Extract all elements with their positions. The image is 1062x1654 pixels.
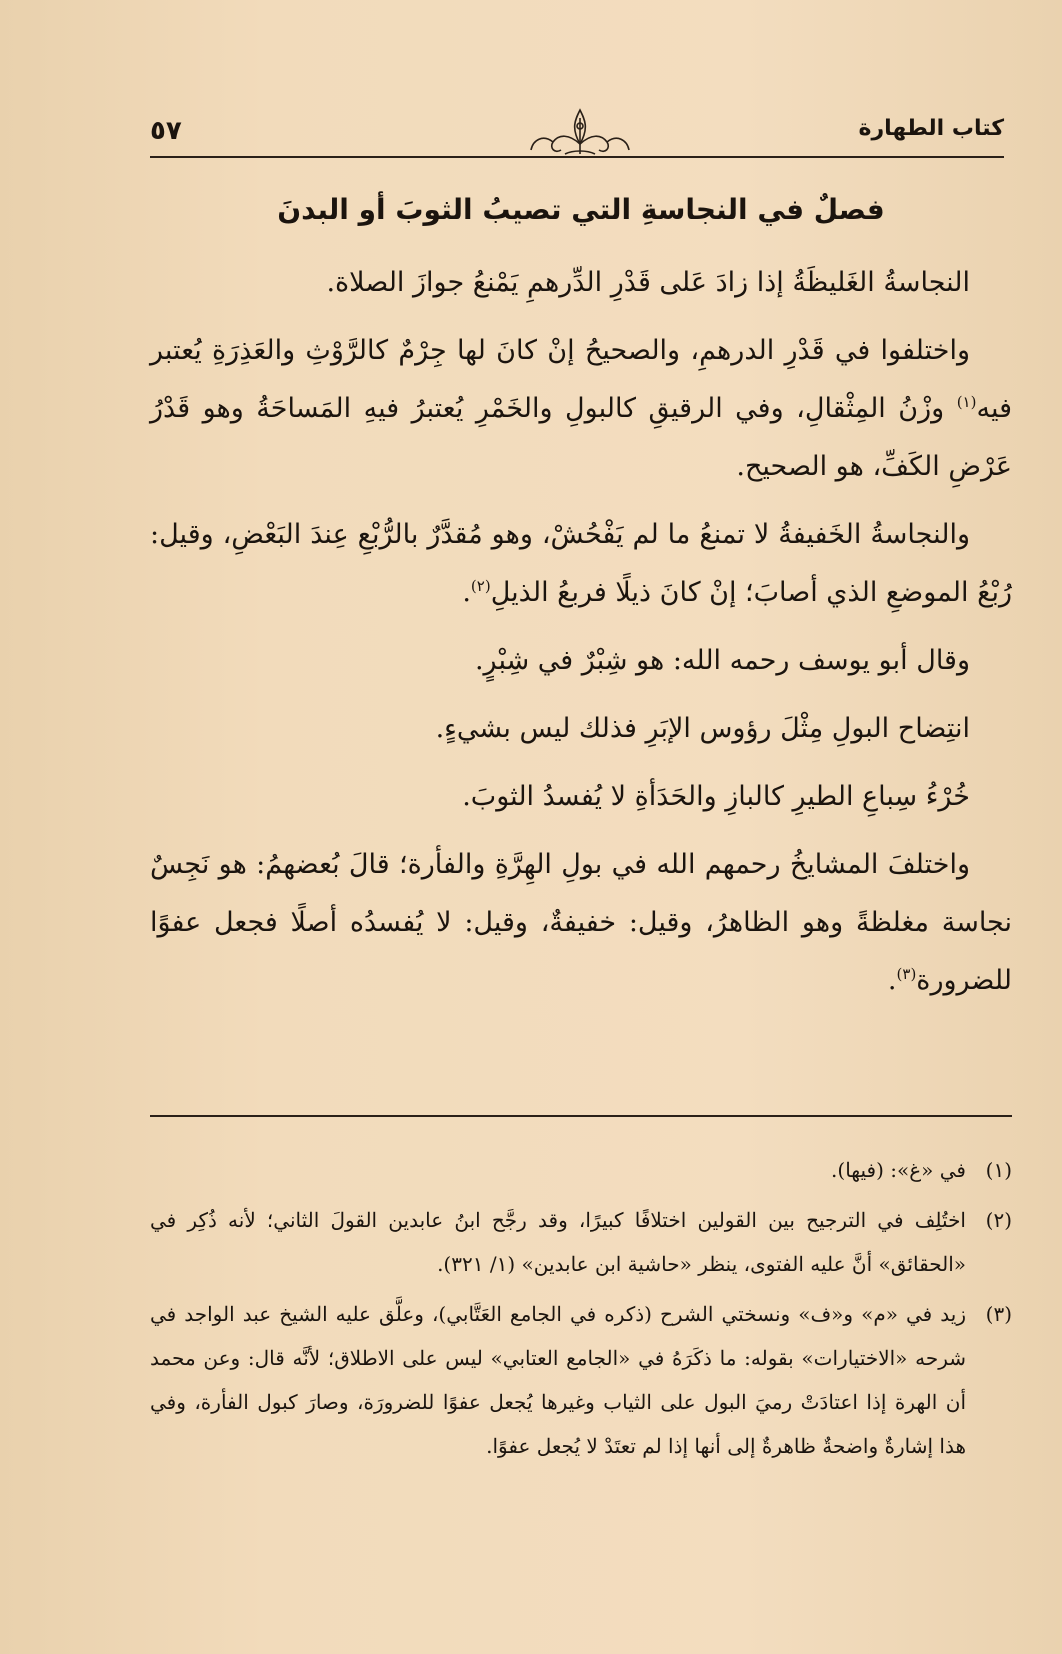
footnote-number: (٢): [985, 1208, 1012, 1232]
paragraph-text: خُرْءُ سِباعِ الطيرِ كالبازِ والحَدَأةِ لا يُفسدُ الثوبَ.: [462, 781, 970, 812]
footnote-number: (١): [985, 1158, 1012, 1182]
footnote-ref-2[interactable]: (٢): [470, 577, 491, 595]
section-heading: فصلٌ في النجاسةِ التي تصيبُ الثوبَ أو البدنَ: [277, 193, 885, 226]
paragraph-2: [150, 322, 1012, 496]
paragraph-text: انتِضاح البولِ مِثْلَ رؤوس الإبَرِ فذلك ليس بشيءٍ.: [435, 713, 970, 744]
ornament-icon: [525, 104, 635, 160]
paragraph-1: [150, 254, 1012, 312]
paragraph-text-tail: وزْنُ المِثْقالِ، وفي الرقيقِ كالبولِ والخَمْرِ يُعتبرُ فيهِ المَساحَةُ وهو قَدْرُ عَرْضِ الكَفِّ، هو الصحيح.: [150, 393, 1012, 482]
footnote-ref-3[interactable]: (٣): [896, 965, 917, 983]
paragraph-text-tail: .: [462, 577, 471, 608]
footnote-1: [150, 1148, 1012, 1192]
footnotes: [150, 1148, 1012, 1474]
paragraph-text-tail: .: [887, 965, 897, 996]
paragraph-7: [150, 836, 1012, 1010]
page-number: ٥٧: [150, 116, 182, 146]
footnote-separator: [150, 1115, 1012, 1117]
paragraph-5: [150, 700, 1012, 758]
main-text: [150, 190, 1012, 1020]
footnote-text: في «غ»: (فيها).: [831, 1158, 966, 1182]
header-rule: [150, 156, 1004, 158]
paragraph-4: [150, 632, 1012, 690]
footnote-2: [150, 1198, 1012, 1286]
footnote-ref-1[interactable]: (١): [956, 393, 977, 411]
paragraph-text: واختلفوا في قَدْرِ الدرهمِ، والصحيحُ إنْ كانَ لها جِرْمٌ كالرَّوْثِ والعَذِرَةِ يُعتبر فيه: [150, 335, 1012, 424]
paragraph-3: [150, 506, 1012, 622]
footnote-number: (٣): [985, 1302, 1012, 1326]
paragraph-text: وقال أبو يوسف رحمه الله: هو شِبْرٌ في شِبْرٍ.: [474, 645, 970, 676]
book-title: كتاب الطهارة: [858, 116, 1004, 141]
paragraph-6: [150, 768, 1012, 826]
footnote-3: [150, 1292, 1012, 1468]
footnote-text: زيد في «م» و«ف» ونسختي الشرح (ذكره في الجامع العَتَّابي)، وعلَّق عليه الشيخ عبد الواجد في شرحه «الاختيارات» بقوله: ما ذكَرَهُ في «الجامع العتابي» ليس على الاطلاق؛ لأنَّه قال: وعن محمد أن الهرة إذا اعتادَتْ رميَ البول على الثياب وغيرها يُجعل عفوًا للضرورَة، وصارَ كبول الفأرة، وفي هذا إشارةٌ واضحةٌ ظاهرةٌ إلى أنها إذا لم تعتَدْ لا يُجعل عفوًا.: [150, 1302, 966, 1458]
paragraph-text: النجاسةُ الغَليظَةُ إذا زادَ عَلى قَدْرِ الدِّرهمِ يَمْنعُ جوازَ الصلاة.: [326, 267, 970, 298]
footnote-text: اختُلِف في الترجيح بين القولين اختلافًا كبيرًا، وقد رجَّح ابنُ عابدين القولَ الثاني؛ لأنه ذُكِر في «الحقائق» أنَّ عليه الفتوى، ينظر «حاشية ابن عابدين» (١/ ٣٢١).: [150, 1208, 966, 1276]
page-header: [150, 104, 1004, 164]
paragraph-text: والنجاسةُ الخَفيفةُ لا تمنعُ ما لم يَفْحُشْ، وهو مُقدَّرٌ بالرُّبْعِ عِندَ البَعْضِ، وقيل: رُبْعُ الموضعِ الذي أصابَ؛ إنْ كانَ ذيلًا فربعُ الذيلِ: [150, 519, 1012, 608]
paragraph-text: واختلفَ المشايخُ رحمهم الله في بولِ الهِرَّةِ والفأرة؛ قالَ بُعضهمُ: هو نَجِسٌ نجاسة مغلظةً وهو الظاهرُ، وقيل: خفيفةٌ، وقيل: لا يُفسدُه أصلًا فجعل عفوًا للضرورة: [150, 849, 1012, 996]
